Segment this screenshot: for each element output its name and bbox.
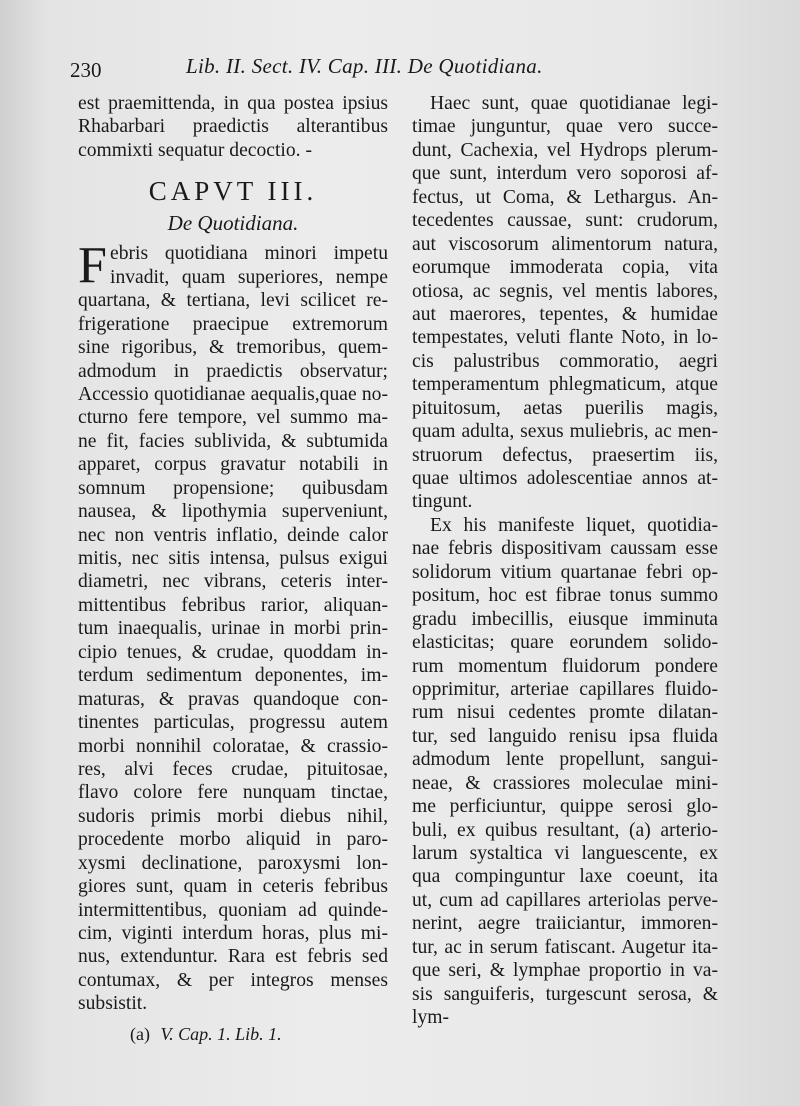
text-line: aut viscosorum alimentorum natura, xyxy=(412,233,718,255)
text-line: larum systaltica vi languescente, ex xyxy=(412,843,718,864)
paragraph-causes xyxy=(412,514,718,1030)
text-line: Rhabarbari praedictis alterantibus xyxy=(78,116,388,138)
text-line: rum nisui cedentes promte dilatan- xyxy=(412,702,718,724)
text-line: frigeratione praecipue extremorum xyxy=(78,313,388,335)
text-line: giores sunt, quam in ceteris febribus xyxy=(78,876,388,898)
text-line: somnum propensione; quibusdam xyxy=(78,477,388,499)
text-line: que seri, & lymphae proportio in va- xyxy=(412,960,718,982)
text-line: que sunt, interdum vero soporosi af- xyxy=(412,163,718,185)
text-line: quam adulta, sexus muliebris, ac men- xyxy=(412,421,718,443)
text-line: sis sanguiferis, turgescunt serosa, & xyxy=(412,983,718,1005)
text-line: eorumque immoderata copia, vita xyxy=(412,257,718,279)
text-line: nus, extenduntur. Rara est febris sed xyxy=(78,946,388,968)
chapter-first-paragraph xyxy=(78,237,388,1015)
text-line: terdum sedimentum deponentes, im- xyxy=(78,665,388,687)
left-column xyxy=(78,92,388,1016)
footnote xyxy=(130,1024,282,1045)
text-line: mittentibus febribus rarior, aliquan- xyxy=(78,594,388,616)
right-column xyxy=(412,92,718,1030)
text-line: cim, viginti interdum horas, plus mi- xyxy=(78,923,388,944)
page-number: 230 xyxy=(70,58,102,82)
text-line: tempestates, veluti flante Noto, in lo- xyxy=(412,327,718,349)
text-line: lym- xyxy=(412,1007,450,1029)
chapter-title: CAPVT III. xyxy=(148,176,318,207)
drop-cap: F xyxy=(78,237,107,295)
text-line: positum, hoc est fibrae tonus summo xyxy=(412,585,718,607)
text-line: nae febris dispositivam caussam esse xyxy=(412,538,718,560)
dropcap-lines xyxy=(78,237,388,295)
text-line: mitis, nec sitis intensa, pulsus exigui xyxy=(78,548,388,569)
text-line: dunt, Cachexia, vel Hydrops plerum- xyxy=(412,139,718,161)
text-line: diametri, nec vibrans, ceteris inter- xyxy=(78,571,388,593)
chapter-subtitle: De Quotidiana. xyxy=(167,211,299,236)
text-line: apparet, corpus gravatur notabili in xyxy=(78,454,388,476)
text-line: cis palustribus commoratio, aegri xyxy=(412,350,718,372)
text-line: tur, sed languido renisu ipsa fluida xyxy=(412,725,718,747)
text-line: quartana, & tertiana, levi scilicet re- xyxy=(78,290,388,312)
footnote-text: V. Cap. 1. Lib. 1. xyxy=(160,1024,282,1044)
text-line: xysmi declinatione, paroxysmi lon- xyxy=(78,852,388,874)
text-line: tur, ac in serum fatiscant. Augetur ita- xyxy=(412,936,718,958)
text-line: fectus, ut Coma, & Lethargus. An- xyxy=(412,186,718,208)
text-line: elasticitas; quare eorundem solido- xyxy=(412,632,718,654)
text-line: qua compinguntur laxe coeunt, ita xyxy=(412,866,718,888)
text-line: contumax, & per integros menses xyxy=(78,969,388,991)
text-line: morbi nonnihil coloratae, & crassio- xyxy=(78,735,388,757)
footnote-label: (a) xyxy=(130,1024,150,1044)
text-line: aut maerores, tepentes, & humidae xyxy=(412,303,718,325)
text-line: commixti sequatur decoctio. - xyxy=(78,139,312,161)
running-head: Lib. II. Sect. IV. Cap. III. De Quotidiana. xyxy=(186,54,543,78)
opening-paragraph xyxy=(78,92,388,162)
text-line: gradu imbecillis, eiusque imminuta xyxy=(412,608,718,630)
text-line: tecedentes caussae, sunt: crudorum, xyxy=(412,210,718,232)
text-line: ebris quotidiana minori impetu xyxy=(110,243,388,265)
text-line: maturas, & pravas quandoque con- xyxy=(78,688,388,710)
text-line: nec non ventris inflatio, deinde calor xyxy=(78,524,388,546)
text-line: quae ultimos adolescentiae annos at- xyxy=(412,468,718,489)
chapter-body xyxy=(78,289,388,1016)
text-line: invadit, quam superiores, nempe xyxy=(110,266,388,288)
text-line: flavo colore fere nunquam tinctae, xyxy=(78,782,388,804)
text-line: ut, cum ad capillares arteriolas perve- xyxy=(412,889,718,911)
text-line: cturno fere tempore, vel summo ma- xyxy=(78,407,388,429)
text-line: tum inaequalis, urinae in morbi prin- xyxy=(78,618,388,640)
text-line: ne fit, facies sublivida, & subtumida xyxy=(78,430,388,452)
text-line: Ex his manifeste liquet, quotidia- xyxy=(430,514,718,536)
text-line: nausea, & lipothymia superveniunt, xyxy=(78,501,388,523)
text-line: tinentes particulas, progressu autem xyxy=(78,712,388,734)
text-line: Haec sunt, quae quotidianae legi- xyxy=(430,93,718,114)
text-line: neae, & crassiores moleculae mini- xyxy=(412,772,718,794)
text-line: subsistit. xyxy=(78,993,148,1015)
text-line: solidorum vitium quartanae febri op- xyxy=(412,561,718,583)
text-line: res, alvi feces crudae, pituitosae, xyxy=(78,758,388,780)
text-line: buli, ex quibus resultant, (a) arterio- xyxy=(412,819,718,841)
text-line: me perficiuntur, quippe serosi glo- xyxy=(412,796,718,818)
text-line: admodum lente propellunt, sangui- xyxy=(412,749,718,771)
text-line: cipio tenues, & crudae, quoddam in- xyxy=(78,641,388,663)
text-line: timae junguntur, quae vero succe- xyxy=(412,116,718,138)
text-line: otiosa, ac segnis, vel mentis labores, xyxy=(412,280,718,302)
text-line: tingunt. xyxy=(412,491,473,513)
text-line: sudoris primis morbi diebus nihil, xyxy=(78,805,388,827)
text-line: est praemittenda, in qua postea ipsius xyxy=(78,93,388,114)
page-header xyxy=(70,54,770,84)
text-line: pituitosum, aetas puerilis magis, xyxy=(412,397,718,419)
text-line: rum momentum fluidorum pondere xyxy=(412,655,718,677)
text-line: admodum in praedictis observatur; xyxy=(78,360,388,382)
text-line: nerint, aegre traiiciantur, immoren- xyxy=(412,913,718,935)
paragraph-symptoms xyxy=(412,92,718,514)
text-line: struorum defectus, praesertim iis, xyxy=(412,444,718,466)
text-line: procedente morbo aliquid in paro- xyxy=(78,829,388,851)
text-line: Accessio quotidianae aequalis,quae no- xyxy=(78,383,388,405)
text-line: intermittentibus, quoniam ad quinde- xyxy=(78,899,388,921)
text-line: sine rigoribus, & tremoribus, quem- xyxy=(78,337,388,359)
text-line: temperamentum phlegmaticum, atque xyxy=(412,374,718,396)
text-line: opprimitur, arteriae capillares fluido- xyxy=(412,678,718,700)
